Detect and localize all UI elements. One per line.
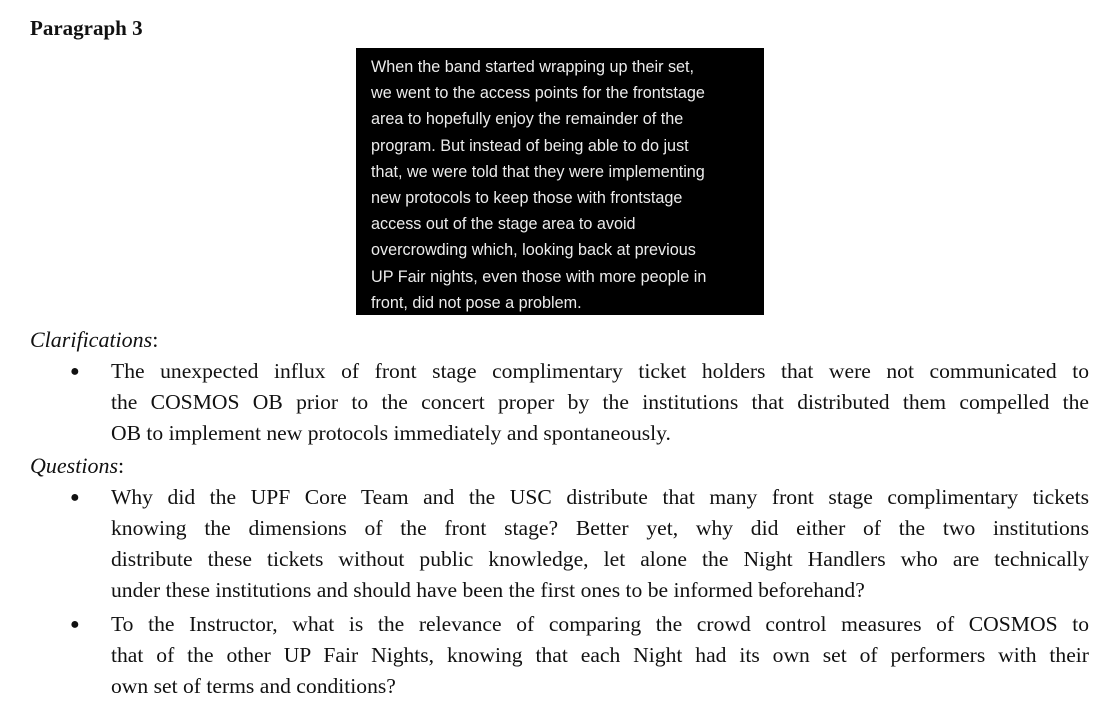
quote-line: we went to the access points for the frontstage [371,84,705,103]
clarifications-colon: : [152,327,159,352]
quote-line: UP Fair nights, even those with more people in [371,267,707,286]
item-line: The unexpected influx of front stage complimentary ticket holders that were not communicated to [111,359,1089,383]
item-line: under these institutions and should have been the first ones to be informed beforehand? [111,578,865,602]
item-line: OB to implement new protocols immediately and spontaneously. [111,421,671,445]
clarifications-label [30,325,158,355]
quote-line: that, we were told that they were implementing [371,162,705,181]
item-line: that of the other UP Fair Nights, knowing that each Night had its own set of performers with their [111,643,1089,667]
bullet-icon: ● [70,489,80,506]
questions-colon: : [118,453,125,478]
item-line: distribute these tickets without public knowledge, let alone the Night Handlers who are technically [111,547,1089,571]
question-item [111,609,1089,702]
item-line: own set of terms and conditions? [111,674,396,698]
bullet-icon: ● [70,363,80,380]
quote-line: When the band started wrapping up their set, [371,58,695,76]
quote-line: area to hopefully enjoy the remainder of the [371,110,684,129]
item-line: To the Instructor, what is the relevance of comparing the crowd control measures of COSMOS to [111,612,1089,636]
clarifications-label-text: Clarifications [30,327,153,352]
page-heading: Paragraph 3 [30,16,143,40]
item-line: the COSMOS OB prior to the concert proper by the institutions that distributed them compelled the [111,390,1089,414]
questions-label-text: Questions [30,453,118,478]
questions-label [30,451,124,481]
item-line: knowing the dimensions of the front stage? Better yet, why did either of the two institutions [111,516,1089,540]
quote-line: access out of the stage area to avoid [371,215,636,234]
question-item [111,482,1089,606]
bullet-icon: ● [70,616,80,633]
quoted-text-image [356,48,764,315]
quote-line: program. But instead of being able to do just [371,136,689,155]
item-line: Why did the UPF Core Team and the USC distribute that many front stage complimentary tickets [111,485,1089,509]
quote-line: overcrowding which, looking back at previous [371,241,696,260]
quote-line: new protocols to keep those with frontstage [371,189,683,208]
clarification-item [111,356,1089,449]
quote-line: front, did not pose a problem. [371,293,582,312]
